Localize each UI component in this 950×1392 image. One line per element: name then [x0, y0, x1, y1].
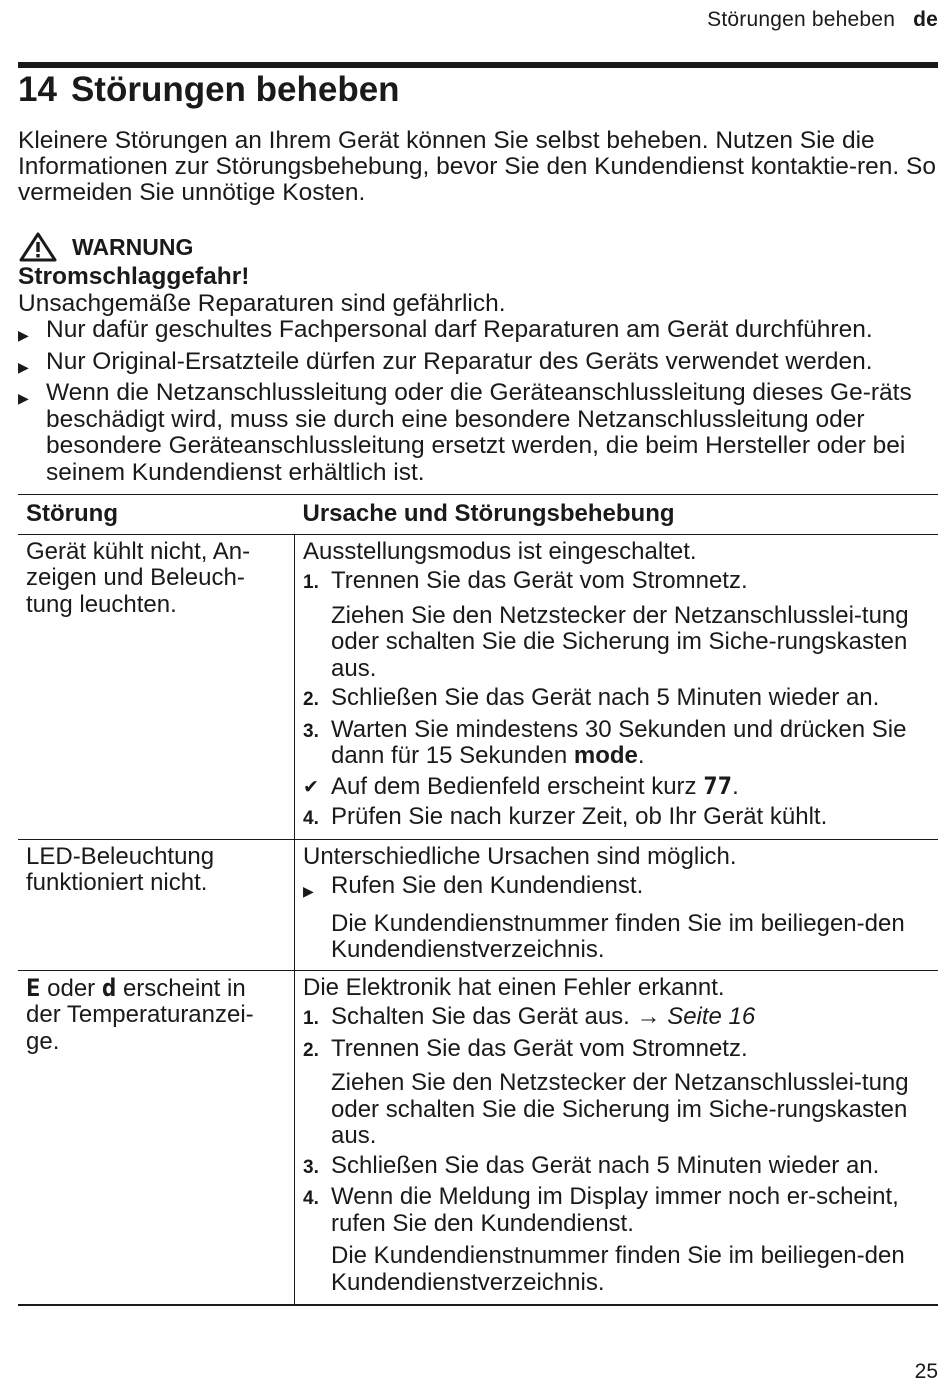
step: [303, 685, 930, 714]
running-header: [707, 8, 938, 32]
display-code-e: E: [26, 973, 41, 1002]
fault-cell: Gerät kühlt nicht, An-zeigen und Beleuch-tung leuchten.: [18, 534, 295, 839]
fault-cell: [18, 970, 295, 1305]
step-text: [331, 1004, 755, 1033]
warning-label: WARNUNG: [72, 233, 194, 260]
chapter-title-text: Störungen beheben: [70, 70, 400, 109]
step-number: 4.: [303, 1188, 319, 1209]
step-text: Schließen Sie das Gerät nach 5 Minuten wieder an.: [331, 684, 880, 711]
column-header-fault: Störung: [18, 495, 295, 535]
display-code-d: d: [101, 973, 117, 1002]
cause-cell: [295, 534, 939, 839]
step: [303, 568, 930, 597]
step-result: [303, 773, 930, 802]
warning-bullet: [18, 380, 938, 486]
step-text: Wenn die Meldung im Display immer noch er-scheint, rufen Sie den Kundendienst.: [331, 1183, 899, 1237]
column-header-cause: Ursache und Störungsbehebung: [295, 495, 939, 535]
step-number: 4.: [303, 808, 319, 829]
step: [303, 873, 930, 905]
cause-text: Unterschiedliche Ursachen sind möglich.: [303, 842, 737, 870]
bullet-triangle-icon: ▶: [303, 883, 314, 899]
step: [303, 1004, 930, 1033]
warning-title: Stromschlaggefahr!: [18, 263, 250, 290]
cause-text: Ausstellungsmodus ist eingeschaltet.: [303, 537, 697, 565]
header-section: Störungen beheben: [707, 8, 896, 31]
mode-key-label: mode: [573, 742, 638, 769]
step-text: Rufen Sie den Kundendienst.: [331, 872, 644, 899]
step: [303, 1036, 930, 1065]
table-row: [18, 839, 938, 970]
step-text-part: .: [637, 742, 645, 769]
intro-paragraph: Kleinere Störungen an Ihrem Gerät können Sie selbst beheben. Nutzen Sie die Informationen zur Störungsbehebung, bevor Sie den Kundendienst kontaktie-ren. So vermeiden Sie unnötige Kosten.: [18, 127, 936, 206]
result-text-part: Auf dem Bedienfeld erscheint kurz: [331, 772, 704, 800]
step-number: 3.: [303, 1156, 319, 1178]
step-text: Trennen Sie das Gerät vom Stromnetz.: [331, 567, 748, 594]
step-number: 1.: [303, 572, 319, 593]
step-detail: Ziehen Sie den Netzstecker der Netzanschlusslei-tung oder schalten Sie die Sicherung im Siche-rungskasten aus.: [331, 601, 909, 682]
step-number: 3.: [303, 720, 319, 742]
checkmark-icon: ✔: [303, 776, 319, 798]
result-text: [331, 773, 739, 802]
step-text-part: Warten Sie mindestens 30 Sekunden und drücken Sie dann für 15 Sekunden: [331, 715, 907, 769]
warning-triangle-icon: [18, 231, 58, 263]
step: [303, 804, 930, 833]
step-number: 2.: [303, 1039, 319, 1061]
table-row: [18, 970, 938, 1305]
fault-text-part: oder: [40, 974, 102, 1002]
fault-text-part: erscheint in der Temperaturanzei-ge.: [26, 974, 254, 1055]
step-detail: Ziehen Sie den Netzstecker der Netzanschlusslei-tung oder schalten Sie die Sicherung im Siche-rungskasten aus.: [331, 1069, 909, 1149]
bullet-triangle-icon: ▶: [18, 358, 29, 375]
table-header-row: [18, 495, 938, 535]
chapter-number: 14: [18, 70, 57, 109]
step-text: [331, 717, 930, 770]
page-number: 25: [914, 1360, 938, 1383]
warning-bullet-text: Nur Original-Ersatzteile dürfen zur Reparatur des Geräts verwendet werden.: [46, 347, 873, 375]
step: [303, 1153, 930, 1182]
chapter-title: [18, 70, 400, 110]
troubleshooting-table: [18, 494, 938, 1306]
fault-cell: LED-Beleuchtung funktioniert nicht.: [18, 839, 295, 970]
warning-bullet: [18, 349, 938, 381]
warning-box: [18, 230, 938, 486]
cause-cell: [295, 970, 939, 1305]
warning-heading: [18, 230, 938, 264]
step-text: Trennen Sie das Gerät vom Stromnetz.: [331, 1034, 748, 1062]
warning-bullet: [18, 317, 938, 349]
arrow-right-icon: →: [636, 1003, 661, 1030]
warning-bullet-text: Wenn die Netzanschlussleitung oder die Geräteanschlussleitung dieses Ge-räts beschädigt wird, muss sie durch eine besondere Netzanschlussleitung oder besondere Geräteanschlussleitung ersetzt werden, die beim Hersteller oder bei seinem Kundendienst erhältlich ist.: [46, 379, 912, 486]
step: [303, 1184, 930, 1237]
cause-text: Die Elektronik hat einen Fehler erkannt.: [303, 973, 725, 1001]
header-language: de: [913, 8, 938, 31]
step-detail: Die Kundendienstnummer finden Sie im beiliegen-den Kundendienstverzeichnis.: [331, 1242, 905, 1296]
warning-bullet-text: Nur dafür geschultes Fachpersonal darf Reparaturen am Gerät durchführen.: [46, 316, 873, 343]
step-number: 1.: [303, 1008, 319, 1029]
header-rule: [18, 62, 938, 68]
table-row: [18, 534, 938, 839]
warning-text: Unsachgemäße Reparaturen sind gefährlich.: [18, 289, 506, 317]
bullet-triangle-icon: ▶: [18, 327, 29, 343]
cause-cell: [295, 839, 939, 970]
step-text-part: Schalten Sie das Gerät aus.: [331, 1003, 630, 1030]
step: [303, 717, 930, 770]
result-text-part: .: [732, 772, 739, 800]
step-detail: Die Kundendienstnummer finden Sie im beiliegen-den Kundendienstverzeichnis.: [331, 909, 905, 963]
bullet-triangle-icon: ▶: [18, 390, 29, 406]
display-code: 77: [703, 771, 733, 800]
step-number: 2.: [303, 689, 319, 710]
step-text: Prüfen Sie nach kurzer Zeit, ob Ihr Gerät kühlt.: [331, 803, 828, 830]
page-reference-link[interactable]: Seite 16: [667, 1003, 756, 1030]
step-text: Schließen Sie das Gerät nach 5 Minuten wieder an.: [331, 1151, 880, 1179]
